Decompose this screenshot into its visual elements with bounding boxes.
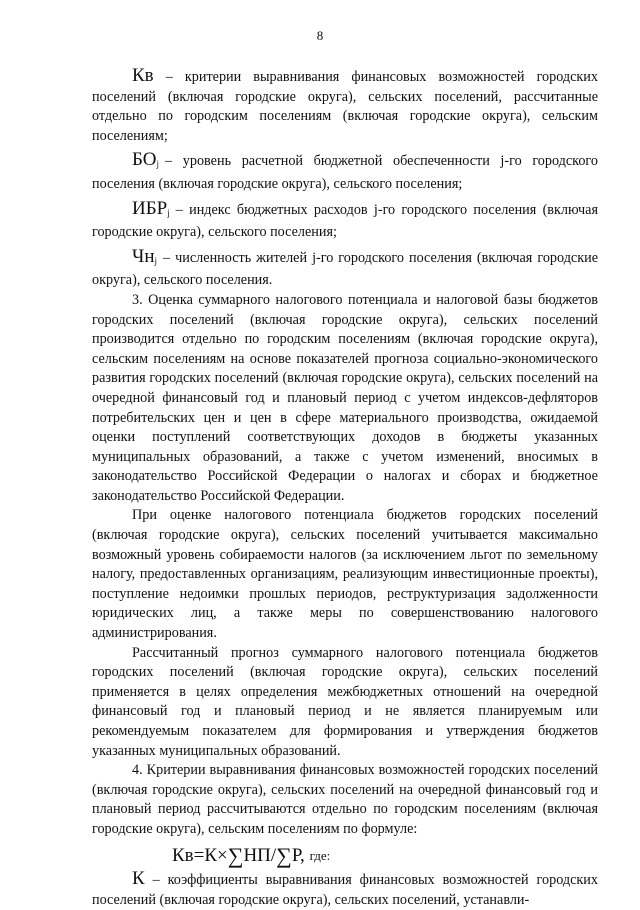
definition-bo-text: – уровень расчетной бюджетной обеспеченности j-го городского поселения (включая городские округа), сельского поселения; <box>92 153 598 192</box>
definition-chn-text: – численность жителей j-го городского поселения (включая городские округа), сельского поселения. <box>92 249 598 289</box>
subscript-j: j <box>156 159 160 170</box>
paragraph-3: 3. Оценка суммарного налогового потенциала и налоговой базы бюджетов городских поселений (включая городские округа), сельских поселений производится отдельно по городским поселениям (включая городские округа), сельским поселениям на основе показателей прогноза социально-экономического развития городских поселений (включая городские округа), сельских поселений на очередной финансовый год и плановый период с учетом индексов-дефляторов потребительских цен и цен в сфере материального производства, ожидаемой оценки поступлений соответствующих доходов в бюджеты указанных муниципальных образований, а также с учетом изменений, вносимых в законодательство Российской Федерации о налогах и сборах и бюджетное законодательство Российской Федерации. <box>92 291 598 504</box>
paragraph-forecast: Рассчитанный прогноз суммарного налогового потенциала бюджетов городских поселений (включая городские округа), сельских поселений применяется в целях определения межбюджетных отношений на очередной финансовый год и плановый период и не является планируемым или рекомендуемым показателем для формирования и утверждения бюджетов указанных муниципальных образований. <box>92 644 598 759</box>
page-body <box>92 62 598 910</box>
definition-k <box>92 869 598 910</box>
definition-kv-text: – критерии выравнивания финансовых возможностей городских поселений (включая городские округа), сельских поселений, рассчитанные отдельно по городским поселениям (включая городские округа), сельским поселениям; <box>92 69 598 144</box>
formula <box>92 842 598 868</box>
sigma-icon: ∑ <box>227 842 244 868</box>
definition-chn <box>92 247 598 291</box>
sigma-icon: ∑ <box>276 842 292 868</box>
definition-ibr <box>92 199 598 243</box>
formula-p: Р, <box>291 844 305 866</box>
definition-ibr-text: – индекс бюджетных расходов j-го городского поселения (включая городские округа), сельского поселения; <box>92 201 598 241</box>
page-number: 8 <box>316 28 324 43</box>
formula-np: НП/ <box>243 844 277 866</box>
definition-k-text: – коэффициенты выравнивания финансовых возможностей городских поселений (включая городские округа), сельских поселений, устанавли- <box>92 872 598 908</box>
symbol-chn: Чн <box>132 245 155 267</box>
formula-lhs: Кв=К× <box>172 844 228 866</box>
paragraph-4: 4. Критерии выравнивания финансовых возможностей городских поселений (включая городские округа), сельских поселений на очередной финансовый год и плановый период рассчитываются отдельно по городским поселениям (включая городские округа), сельским поселениям по формуле: <box>92 762 598 837</box>
symbol-ibr: ИБР <box>132 197 168 219</box>
definition-bo <box>92 150 598 194</box>
definition-kv <box>92 66 598 146</box>
paragraph-tax-potential: При оценке налогового потенциала бюджетов городских поселений (включая городские округа), сельских поселений учитывается максимально возможный уровень собираемости налогов (за исключением льгот по земельному налогу, предоставленных организациям, реализующим инвестиционные проекты), поступление недоимки прошлых периодов, реструктуризация задолженности юридических лиц, а также меры по совершенствованию налогового администрирования. <box>92 507 598 642</box>
symbol-k: К <box>132 868 145 890</box>
symbol-kv: Кв <box>132 65 154 86</box>
symbol-bo: БО <box>132 149 157 171</box>
formula-gde: где: <box>309 847 331 863</box>
subscript-j: j <box>167 207 170 218</box>
subscript-j: j <box>154 255 158 266</box>
